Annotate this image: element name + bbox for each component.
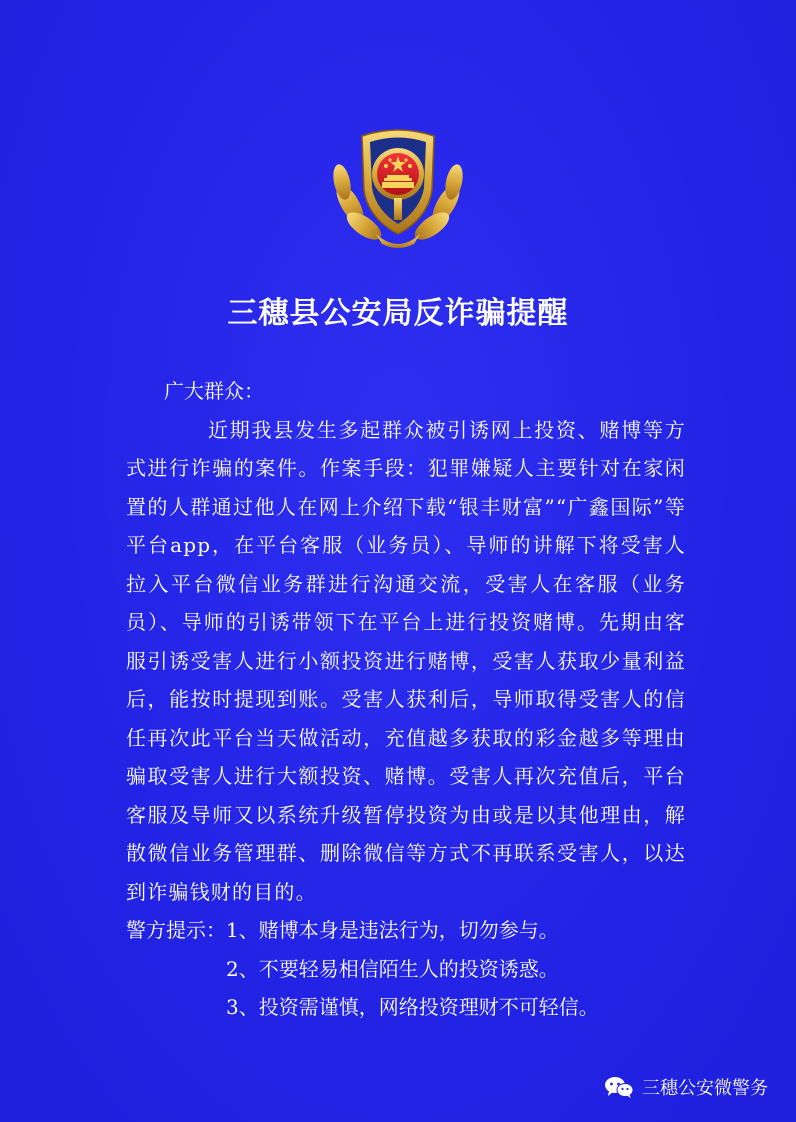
wechat-account-name: 三穗公安微警务 [642,1078,768,1099]
tip-2: 2、不要轻易相信陌生人的投资诱惑。 [226,956,559,981]
tip-1: 警方提示：1、赌博本身是违法行为，切勿参与。 [126,918,559,942]
wechat-icon [604,1075,634,1099]
greeting: 广大群众： [164,379,264,403]
tip-3: 3、投资需谨慎，网络投资理财不可轻信。 [226,995,599,1019]
police-emblem-icon [328,126,468,254]
wechat-footer [604,1074,768,1100]
page-title: 三穗县公安局反诈骗提醒 [227,296,569,331]
notice-paragraph: 近期我县发生多起群众被引诱网上投资、赌博等方式进行诈骗的案件。作案手段：犯罪嫌疑人主要针对在家闲置的人群通过他人在网上介绍下载“银丰财富”“广鑫国际”等平台app，在平台客服（业务员）、导师的讲解下将受害人拉入平台微信业务群进行沟通交流，受害人在客服（业务员）、导师的引诱带领下在平台上进行投资赌博。先期由客服引诱受害人进行小额投资进行赌博，受害人获取少量利益后，能按时提现到账。受害人获利后，导师取得受害人的信任再次此平台当天做活动，充值越多获取的彩金越多等理由骗取受害人进行大额投资、赌博。受害人再次充值后，平台客服及导师又以系统升级暂停投资为由或是以其他理由，解散微信业务管理群、删除微信等方式不再联系受害人，以达到诈骗钱财的目的。 [126,417,686,904]
notice-body [126,372,686,1027]
